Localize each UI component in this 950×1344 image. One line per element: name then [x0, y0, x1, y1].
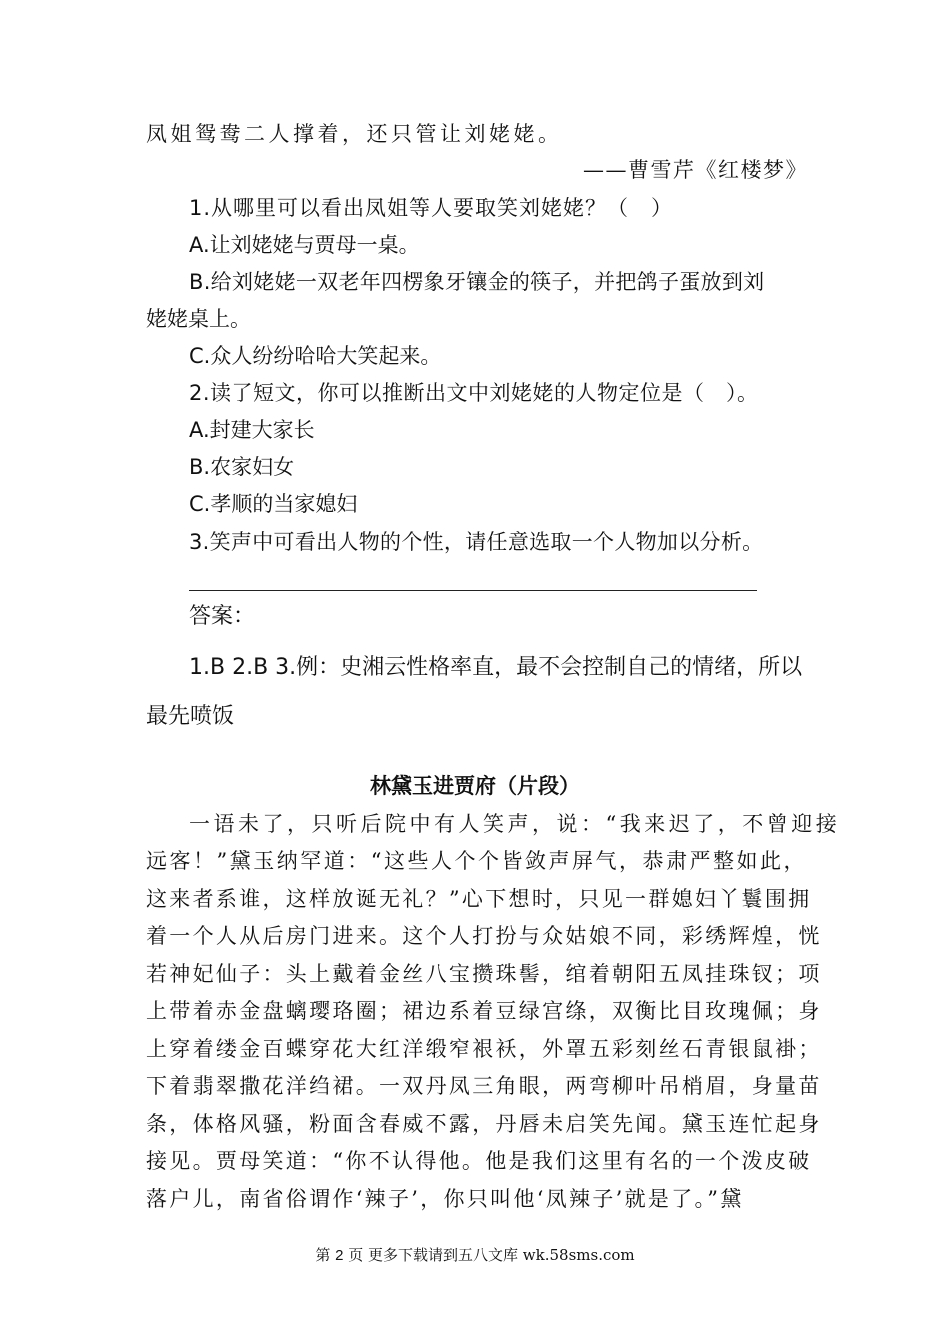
passage-continuation: 凤姐鸳鸯二人撑着，还只管让刘姥姥。: [146, 122, 563, 146]
footer-download-text[interactable]: 页 更多下载请到五八文库 wk.58sms.com: [348, 1246, 635, 1264]
question-2-option-b: B.农家妇女: [189, 455, 295, 479]
question-1-option-b-cont: 姥姥桌上。: [146, 307, 251, 331]
question-2: 2.读了短文，你可以推断出文中刘姥姥的人物定位是（ ）。: [189, 381, 759, 405]
section-body-line: 上带着赤金盘螭璎珞圈；裙边系着豆绿宫绦，双衡比目玫瑰佩；身: [146, 999, 822, 1023]
section-body-line: 下着翡翠撒花洋绉裙。一双丹凤三角眼，两弯柳叶吊梢眉，身量苗: [146, 1074, 822, 1098]
section-body-line: 这来者系谁，这样放诞无礼？”心下想时，只见一群媳妇丫鬟围拥: [146, 887, 812, 911]
question-1-option-b: B.给刘姥姥一双老年四楞象牙镶金的筷子，并把鸽子蛋放到刘: [189, 270, 765, 294]
question-1: 1.从哪里可以看出凤姐等人要取笑刘姥姥？（ ）: [189, 196, 674, 220]
section-body-line: 着一个人从后房门进来。这个人打扮与众姑娘不同，彩绣辉煌，恍: [146, 924, 822, 948]
page-number: 2: [335, 1247, 344, 1264]
question-3: 3.笑声中可看出人物的个性，请任意选取一个人物加以分析。: [189, 530, 764, 554]
section-title: 林黛玉进贾府（片段）: [370, 774, 580, 798]
section-body-line: 一语未了，只听后院中有人笑声，说：“我来迟了，不曾迎接: [189, 812, 841, 836]
answer-blank-line: [189, 590, 757, 591]
section-body-line: 若神妃仙子：头上戴着金丝八宝攒珠髻，绾着朝阳五凤挂珠钗；项: [146, 962, 822, 986]
question-1-option-a: A.让刘姥姥与贾母一桌。: [189, 233, 420, 257]
section-body-line: 上穿着缕金百蝶穿花大红洋缎窄裉袄，外罩五彩刻丝石青银鼠褂；: [146, 1037, 822, 1061]
answer-text-cont: 最先喷饭: [146, 704, 235, 729]
footer-prefix: 第: [315, 1246, 331, 1264]
question-2-option-c: C.孝顺的当家媳妇: [189, 492, 358, 516]
section-body-line: 接见。贾母笑道：“你不认得他。他是我们这里有名的一个泼皮破: [146, 1149, 812, 1173]
answer-text: 1.B 2.B 3.例：史湘云性格率直，最不会控制自己的情绪，所以: [189, 655, 803, 680]
section-body-line: 远客！”黛玉纳罕道：“这些人个个皆敛声屏气，恭肃严整如此，: [146, 849, 807, 873]
page-footer: [0, 1245, 950, 1266]
section-body-line: 落户儿，南省俗谓作‘辣子’，你只叫他‘凤辣子’就是了。”黛: [146, 1187, 744, 1211]
answer-label: 答案：: [189, 604, 256, 629]
question-2-option-a: A.封建大家长: [189, 418, 315, 442]
question-1-option-c: C.众人纷纷哈哈大笑起来。: [189, 344, 442, 368]
section-body-line: 条，体格风骚，粉面含春威不露，丹唇未启笑先闻。黛玉连忙起身: [146, 1112, 822, 1136]
attribution: ——曹雪芹《红楼梦》: [583, 158, 808, 182]
